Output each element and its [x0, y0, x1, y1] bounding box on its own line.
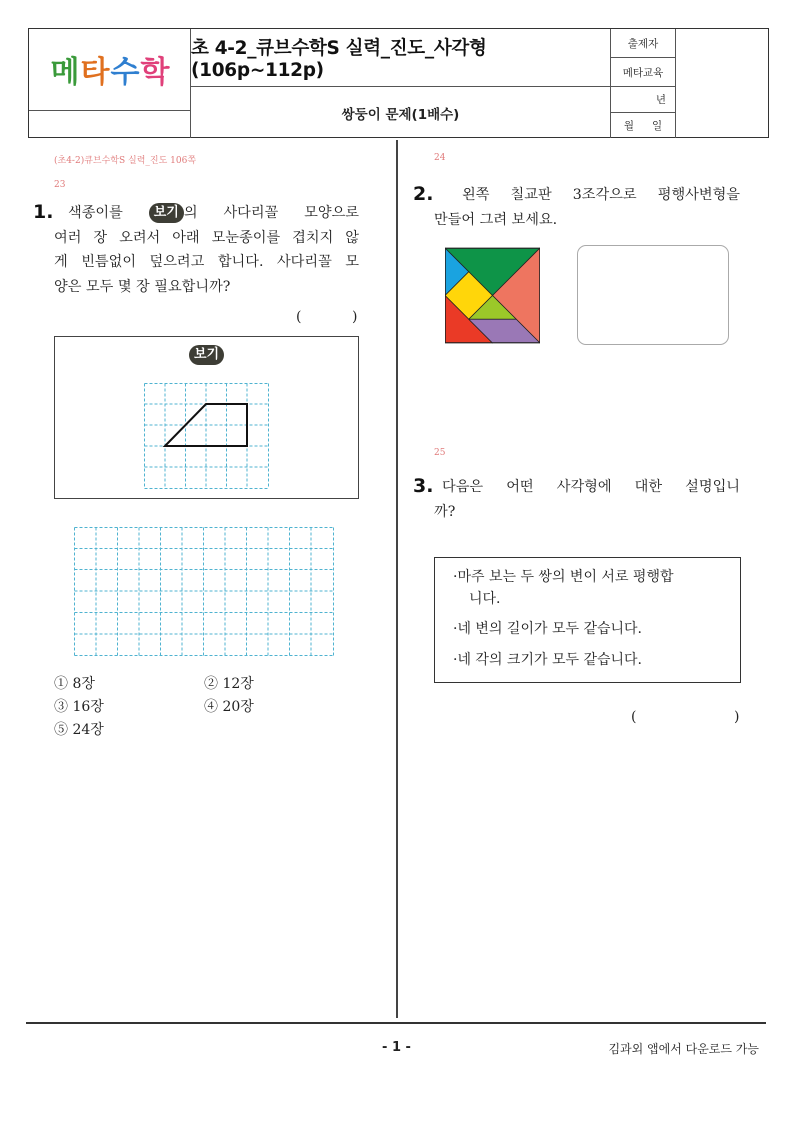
q3-line-2: 까?: [434, 503, 456, 520]
q1-line-2: 여러 장 오려서 아래 모눈종이를 겹치지 않: [54, 229, 359, 246]
choice-text: 20장: [222, 699, 254, 715]
logo-char: 학: [140, 54, 169, 90]
worksheet-header: [28, 28, 769, 138]
choice-5[interactable]: [54, 719, 104, 743]
tangram-puzzle-image: [445, 247, 540, 344]
answer-paren-close: ): [352, 309, 358, 325]
description-line: ·네 각의 크기가 모두 같습니다.: [453, 652, 642, 668]
logo: [51, 52, 169, 88]
download-note: 김과외 앱에서 다운로드 가능: [608, 1042, 759, 1056]
answer-paren-close: ): [734, 709, 740, 725]
choice-mark: ③: [54, 699, 68, 715]
bogi-grid-with-trapezoid: [144, 383, 269, 489]
graph-paper-grid: [74, 527, 334, 656]
logo-char: 수: [110, 54, 139, 90]
bogi-example-box: [54, 336, 359, 499]
answer-paren-open: (: [631, 709, 637, 725]
author-name: 메타교육: [611, 58, 676, 87]
date-label: [611, 113, 676, 138]
day-label: 일: [652, 120, 663, 132]
page-number: - 1 -: [382, 1040, 411, 1055]
choice-2[interactable]: [204, 673, 254, 697]
logo-char: 메: [50, 54, 79, 90]
column-divider: [396, 140, 398, 1018]
source-reference: (초4-2)큐브수학S 실력_진도 106쪽: [54, 156, 197, 166]
question-1-text: [54, 201, 359, 299]
bogi-badge: 보기: [149, 203, 184, 223]
description-line: ·마주 보는 두 쌍의 변이 서로 평행합: [453, 569, 674, 585]
source-number: 25: [434, 448, 446, 458]
year-label: 년: [611, 87, 676, 113]
score-cell: [676, 29, 768, 138]
question-3-text: [434, 475, 740, 524]
question-2-text: [434, 183, 740, 232]
choice-mark: ②: [204, 676, 218, 692]
q1-text-pre: 색종이를: [68, 205, 123, 221]
choice-mark: ④: [204, 699, 218, 715]
footer-divider: [26, 1022, 766, 1024]
q3-answer-blank[interactable]: [642, 707, 730, 727]
source-number: 23: [54, 180, 66, 190]
author-label: 출제자: [611, 29, 676, 58]
q3-line-1: 다음은 어떤 사각형에 대한 설명입니: [442, 479, 740, 495]
choice-text: 12장: [222, 676, 254, 692]
choice-4[interactable]: [204, 696, 254, 720]
q1-line-4: 양은 모두 몇 장 필요합니까?: [54, 278, 231, 295]
q2-line-1: 왼쪽 칠교판 3조각으로 평행사변형을: [462, 187, 740, 203]
month-label: 월: [623, 120, 634, 132]
choice-mark: ⑤: [54, 722, 68, 738]
logo-sub-cell: [29, 111, 191, 138]
answer-paren-open: (: [296, 309, 302, 325]
bogi-badge: 보기: [189, 345, 224, 365]
choice-text: 8장: [72, 676, 95, 692]
drawing-area[interactable]: [577, 245, 729, 345]
choice-mark: ①: [54, 676, 68, 692]
q1-line-3: 게 빈틈없이 덮으려고 합니다. 사다리꼴 모: [54, 254, 359, 270]
choice-text: 16장: [72, 699, 104, 715]
q2-line-2: 만들어 그려 보세요.: [434, 211, 558, 228]
description-line-continued: 니다.: [469, 590, 501, 607]
choice-1[interactable]: [54, 673, 95, 697]
quadrilateral-description-box: [434, 557, 741, 683]
description-line: ·네 변의 길이가 모두 같습니다.: [453, 620, 642, 637]
logo-cell: [29, 29, 191, 111]
bogi-title: [55, 344, 358, 365]
worksheet-title: 초 4-2_큐브수학S 실력_진도_사각형(106p~112p): [191, 29, 611, 87]
choice-text: 24장: [72, 722, 104, 738]
q1-text-post: 의 사다리꼴 모양으로: [183, 205, 359, 221]
question-3-number: 3.: [413, 475, 434, 497]
choice-3[interactable]: [54, 696, 104, 720]
question-1-number: 1.: [33, 201, 54, 223]
logo-char: 타: [80, 54, 109, 90]
q1-answer-blank[interactable]: [306, 307, 348, 327]
worksheet-subtitle: 쌍둥이 문제(1배수): [191, 87, 611, 138]
source-number: 24: [434, 153, 446, 163]
question-2-number: 2.: [413, 183, 434, 205]
